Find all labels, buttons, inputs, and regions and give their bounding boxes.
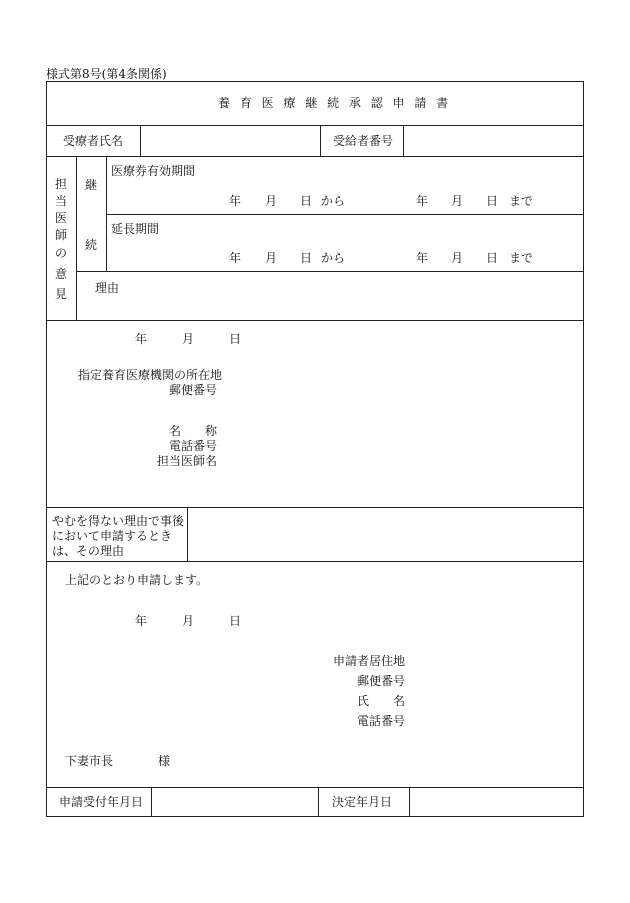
form-number-label: 様式第8号(第4条関係) [46,67,167,81]
frame-left [46,81,47,817]
applicant-name-label: 氏 名 [357,694,406,708]
reason-label: 理由 [95,281,120,295]
applicant-phone-label: 電話番号 [357,714,406,728]
application-date-month: 月 [182,614,195,628]
beneficiary-number-label: 受給者番号 [333,134,394,148]
divider [187,507,188,561]
divider [76,156,77,320]
institution-name-label: 名 称 [169,424,218,438]
frame-right [583,81,584,817]
divider [76,271,584,272]
valid-period-label: 医療券有効期間 [111,164,196,178]
divider [46,156,584,157]
decision-date-label: 決定年月日 [332,795,393,809]
form-title: 養 育 医 療 継 続 承 認 申 請 書 [218,96,452,110]
frame-bottom [46,816,584,817]
applicant-postal-label: 郵便番号 [357,674,406,688]
recipient-name-field[interactable] [141,126,319,155]
applicant-address-label: 申請者居住地 [333,654,406,668]
divider [46,507,584,508]
late-reason-field[interactable] [189,509,581,559]
application-date-day: 日 [229,614,242,628]
decision-date-field[interactable] [410,788,582,815]
institution-date-year: 年 [135,332,148,346]
received-date-field[interactable] [152,788,317,815]
institution-date-day: 日 [229,332,242,346]
divider [320,125,321,156]
divider [46,320,584,321]
divider [318,787,319,816]
institution-postal-label: 郵便番号 [169,383,218,397]
recipient-name-label: 受療者氏名 [63,134,124,148]
late-reason-label-line3: は、その理由 [52,544,125,558]
addressee: 下妻市長 [65,754,114,768]
late-reason-label-line1: やむを得ない理由で事後 [52,514,185,528]
reason-field[interactable] [130,274,580,318]
institution-phone-label: 電話番号 [169,439,218,453]
divider [46,561,584,562]
institution-date-month: 月 [182,332,195,346]
institution-address-label: 指定養育医療機関の所在地 [78,368,223,382]
extension-period-label: 延長期間 [111,222,160,236]
frame-top [46,81,584,82]
beneficiary-number-field[interactable] [404,126,582,155]
received-date-label: 申請受付年月日 [59,795,144,809]
application-statement: 上記のとおり申請します。 [65,573,209,587]
divider [106,214,584,215]
late-reason-label-line2: において申請するとき [52,529,173,543]
attending-doctor-label: 担当医師名 [157,454,218,468]
divider [106,156,107,271]
application-date-year: 年 [135,614,148,628]
honorific: 様 [158,754,171,768]
